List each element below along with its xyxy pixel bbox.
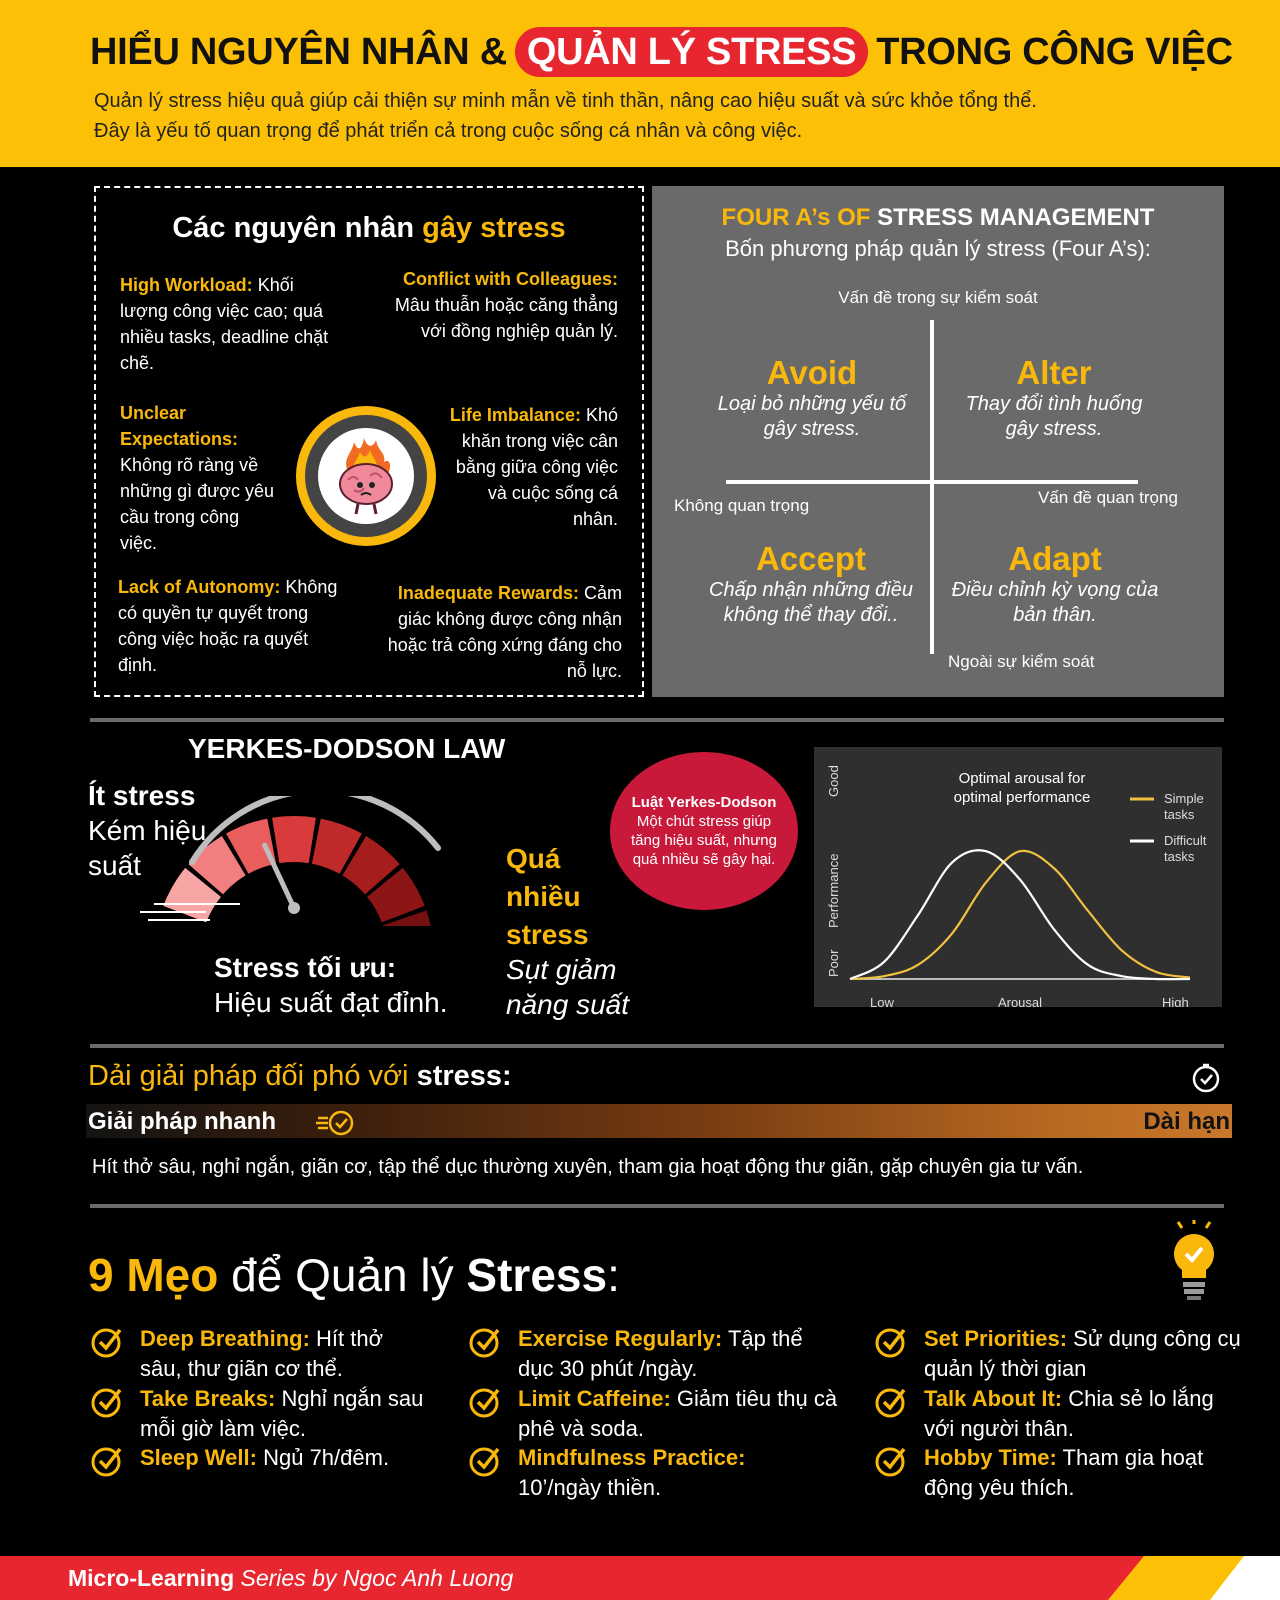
check-circle-icon	[90, 1325, 124, 1359]
quadrant-vertical-axis	[930, 320, 934, 654]
chart-title-line: Optimal arousal for	[958, 770, 1086, 787]
legend-label: tasks	[1164, 849, 1195, 864]
tip-item: Set Priorities: Sử dụng công cụ quản lý thời gian	[924, 1326, 1241, 1381]
low-stress-label: Ít stress Kém hiệu suất	[88, 780, 207, 881]
yerkes-title: YERKES-DODSON LAW	[188, 733, 506, 764]
tip-item: Talk About It: Chia sẻ lo lắng với người thân.	[924, 1386, 1214, 1441]
high-stress-label: Quá nhiều stress	[506, 843, 589, 950]
axis-label-right: Vấn đề quan trọng	[1038, 488, 1178, 507]
axis-label-bottom: Ngoài sự kiểm soát	[948, 652, 1095, 671]
section-divider	[90, 1044, 1224, 1048]
section-divider	[90, 1204, 1224, 1208]
long-term-label: Dài hạn	[1143, 1108, 1230, 1135]
four-as-subtitle: Bốn phương pháp quản lý stress (Four A’s):	[725, 236, 1151, 261]
page-title	[90, 26, 1233, 78]
axis-label-left: Không quan trọng	[674, 496, 810, 515]
strategies-description: Hít thở sâu, nghỉ ngắn, giãn cơ, tập thể dục thường xuyên, tham gia hoạt động thư giãn, gặp chuyên gia tư vấn.	[92, 1156, 1084, 1178]
tip-item: Hobby Time: Tham gia hoạt động yêu thích.	[924, 1445, 1204, 1500]
x-tick-label: Low	[870, 995, 894, 1007]
legend-label: Difficult	[1164, 833, 1207, 848]
quadrant-horizontal-axis	[726, 480, 1138, 484]
causes-title: Các nguyên nhân gây stress	[172, 212, 566, 244]
strategies-title: Dải giải pháp đối phó với stress:	[88, 1060, 512, 1092]
tip-item: Take Breaks: Nghỉ ngắn sau mỗi giờ làm việc.	[140, 1386, 424, 1441]
cause-life-imbalance: Life Imbalance: Khó khăn trong việc cân bằng giữa công việc và cuộc sống cá nhân.	[449, 405, 618, 529]
tip-item: Exercise Regularly: Tập thể dục 30 phút /ngày.	[518, 1326, 803, 1381]
y-tick-label: Poor	[826, 949, 841, 977]
gauge-segment	[272, 816, 316, 863]
tip-item: Limit Caffeine: Giảm tiêu thụ cà phê và soda.	[518, 1386, 838, 1441]
check-circle-icon	[468, 1385, 502, 1419]
yerkes-callout: Luật Yerkes-Dodson Một chút stress giúp tăng hiệu suất, nhưng quá nhiều sẽ gây hại.	[610, 752, 798, 910]
check-circle-icon	[468, 1444, 502, 1478]
cause-lack-autonomy: Lack of Autonomy: Không có quyền tự quyết trong công việc hoặc ra quyết định.	[118, 577, 338, 675]
check-circle-icon	[90, 1444, 124, 1478]
quick-fix-label: Giải pháp nhanh	[88, 1108, 277, 1135]
tip-item: Sleep Well: Ngủ 7h/đêm.	[140, 1445, 390, 1470]
tip-item: Deep Breathing: Hít thở sâu, thư giãn cơ thể.	[140, 1326, 384, 1381]
subtitle-line: Quản lý stress hiệu quả giúp cải thiện sự minh mẫn về tinh thần, nâng cao hiệu suất và sức khỏe tổng thể.	[94, 90, 1037, 112]
stopwatch-check-icon	[1190, 1062, 1222, 1094]
y-axis-label: Performance	[826, 853, 841, 928]
title-prefix: HIỂU NGUYÊN NHÂN &	[90, 30, 507, 73]
gauge-pivot	[288, 902, 300, 914]
tips-title: 9 Mẹo để Quản lý Stress:	[88, 1249, 620, 1301]
stress-causes-panel	[94, 186, 644, 697]
cause-high-workload: High Workload: Khối lượng công việc cao; quá nhiều tasks, deadline chặt chẽ.	[120, 275, 329, 373]
stressed-brain-on-fire-icon	[318, 428, 414, 524]
title-suffix: TRONG CÔNG VIỆC	[876, 30, 1233, 73]
cause-inadequate-rewards: Inadequate Rewards: Cảm giác không được công nhận hoặc trả công xứng đáng cho nỗ lực.	[387, 583, 622, 681]
subtitle-line: Đây là yếu tố quan trọng để phát triển cả trong cuộc sống cá nhân và công việc.	[94, 120, 803, 142]
x-tick-label: High	[1162, 995, 1189, 1007]
lightbulb-check-icon	[1164, 1220, 1224, 1312]
check-circle-icon	[90, 1385, 124, 1419]
legend-label: tasks	[1164, 807, 1195, 822]
check-circle-icon	[468, 1325, 502, 1359]
optimal-stress-label: Stress tối ưu: Hiệu suất đạt đỉnh.	[214, 952, 448, 1018]
page-subtitle	[94, 86, 1214, 146]
cause-conflict: Conflict with Colleagues: Mâu thuẫn hoặc căng thẳng với đồng nghiệp quản lý.	[394, 269, 618, 341]
footer-credit: Micro-Learning Series by Ngoc Anh Luong	[68, 1565, 514, 1591]
section-divider	[90, 718, 1224, 722]
fast-check-icon	[316, 1108, 356, 1138]
four-as-title: FOUR A’s OF STRESS MANAGEMENT	[721, 204, 1155, 231]
quadrant-accept: Accept Chấp nhận những điều không thể thay đổi..	[709, 540, 913, 626]
stress-gauge	[140, 796, 460, 926]
tip-item: Mindfulness Practice: 10’/ngày thiền.	[518, 1445, 746, 1500]
series-line-simple	[850, 851, 1190, 979]
four-as-panel	[652, 186, 1224, 697]
quadrant-avoid: Avoid Loại bỏ những yếu tố gây stress.	[717, 354, 907, 440]
arousal-performance-chart	[814, 747, 1222, 1007]
quadrant-adapt: Adapt Điều chỉnh kỳ vọng của bản thân.	[951, 540, 1159, 626]
x-axis-label: Arousal	[997, 995, 1043, 1007]
check-circle-icon	[874, 1444, 908, 1478]
axis-label-top: Vấn đề trong sự kiểm soát	[838, 288, 1038, 307]
check-circle-icon	[874, 1385, 908, 1419]
chart-title-line: optimal performance	[953, 789, 1091, 806]
check-circle-icon	[874, 1325, 908, 1359]
y-tick-label: Good	[826, 765, 841, 797]
cause-unclear-expectations: Unclear Expectations: Không rõ ràng về những gì được yêu cầu trong công việc.	[120, 403, 274, 553]
legend-label: Simple	[1164, 791, 1204, 806]
title-highlight: QUẢN LÝ STRESS	[515, 27, 868, 77]
series-line-difficult	[850, 850, 1190, 979]
quadrant-alter: Alter Thay đổi tình huống gây stress.	[965, 354, 1143, 440]
high-stress-desc: Sụt giảm năng suất	[506, 954, 629, 1020]
footer-bar	[0, 1556, 1280, 1600]
